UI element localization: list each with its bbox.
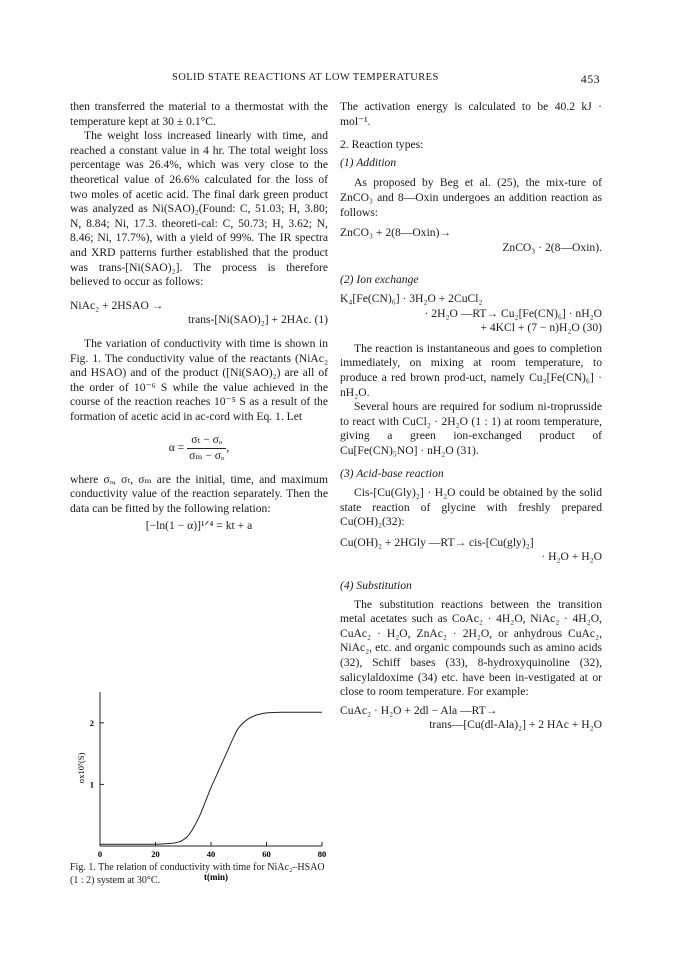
equation-line: trans—[Cu(dl-Ala)₂] + 2 HAc + H₂O	[429, 718, 602, 732]
subsection-heading: (1) Addition	[340, 155, 397, 169]
equation-line: · 2H₂O —RT→ Cu₂[Fe(CN)₆] · nH₂O	[424, 306, 602, 320]
alpha-fraction	[187, 433, 226, 463]
page-header	[104, 72, 602, 88]
equation-1-line-1: NiAc₂ + 2HSAO →	[70, 298, 164, 312]
equation-line: ZnCO₃ + 2(8—Oxin)→	[340, 226, 452, 240]
paragraph: Cis-[Cu(Gly)₂] · H₂O could be obtained by the solid state reaction of glycine with freshly prepared Cu(OH)₂(32):	[340, 486, 602, 529]
x-tick-label: 0	[97, 849, 103, 859]
equation-line: · H₂O + H₂O	[541, 550, 602, 564]
paragraph: As proposed by Beg et al. (25), the mix-ture of ZnCO₃ and 8—Oxin undergoes an addition reaction as follows:	[340, 176, 602, 219]
paragraph: where σₒ, σₜ, σₘ are the initial, time, and maximum conductivity value of the reaction separately. Then the data can be fitted by the following relation:	[70, 472, 328, 515]
conductivity-chart	[70, 676, 332, 884]
left-column	[70, 100, 328, 534]
x-axis-label: t(min)	[204, 872, 228, 882]
equation-line: CuAc₂ · H₂O + 2dl − Ala —RT→	[340, 703, 498, 717]
alpha-denominator: σₘ − σₒ	[189, 449, 225, 463]
paragraph: The activation energy is calculated to be 40.2 kJ · mol⁻¹.	[340, 100, 602, 128]
running-title: SOLID STATE REACTIONS AT LOW TEMPERATURES	[172, 72, 439, 83]
paragraph: The weight loss increased linearly with time, and reached a constant value in 4 hr. The total weight loss percentage was 26.4%, which was very close to the theoretical value of 26.6% calculated for the loss of two moles of acetic acid. The final dark green product was analyzed as Ni(SAO)₂(Found: C, 51.03; H, 3.80; N, 8.84; Ni, 17.3. theoreti-cal: C, 50.73; H, 3.62; N, 8.46; Ni, 17.7%), with a yield of 99%. The IR spectra and XRD patterns further established that the product was trans-[Ni(SAO)₂]. The process is therefore believed to occur as follows:	[70, 129, 328, 289]
paragraph: The variation of conductivity with time is shown in Fig. 1. The conductivity value of the reactants (NiAc₂ and HSAO) and of the product ([Ni(SAO)₂) are all of the order of 10⁻⁶ S while the value achieved in the course of the reaction reaches 10⁻⁵ S as a result of the formation of acetic acid in ac-cord with Eq. 1. Let	[70, 336, 328, 423]
x-tick-label: 40	[206, 849, 216, 859]
equation-line: K₄[Fe(CN)₆] · 3H₂O + 2CuCl₂	[340, 291, 483, 305]
paragraph: then transferred the material to a thermostat with the temperature kept at 30 ± 0.1°C.	[70, 100, 328, 128]
subsection-heading: (3) Acid-base reaction	[340, 467, 444, 481]
paragraph: Several hours are required for sodium ni-troprusside to react with CuCl₂ · 2H₂O (1 : 1) at room temperature, giving a green ion-exchanged product of Cu[Fe(CN)₅NO] · nH₂O (31).	[340, 400, 602, 457]
x-tick-label: 20	[151, 849, 160, 859]
y-tick-label: 1	[89, 779, 94, 790]
alpha-lhs: α =	[168, 441, 185, 455]
x-tick-label: 60	[262, 849, 271, 859]
equation-1-line-2: trans-[Ni(SAO)₂] + 2HAc. (1)	[187, 313, 328, 327]
y-axis-label: σx10⁵(S)	[76, 752, 86, 784]
paragraph: The substitution reactions between the transition metal acetates such as CoAc₂ · 4H₂O, NiAc₂ · 4H₂O, CuAc₂ · H₂O, ZnAc₂ · 2H₂O, or anhydrous CuAc₂, NiAc₂, etc. and organic compounds such as amino acids (32), Schiff bases (33), 8-hydroxyquinoline (32), salicylaldoxime (34) etc. have been in-vestigated at or close to room temperature. For example:	[340, 597, 602, 699]
subsection-heading: (2) Ion exchange	[340, 273, 419, 287]
series-line	[100, 712, 322, 844]
x-tick-label: 80	[317, 849, 327, 859]
chart-axes	[100, 692, 322, 846]
alpha-comma: ,	[226, 441, 230, 455]
equation-line: ZnCO₃ · 2(8—Oxin).	[502, 240, 602, 254]
alpha-numerator: σₜ − σₒ	[187, 433, 226, 449]
figure-caption: Fig. 1. The relation of conductivity with time for NiAc₂–HSAO (1 : 2) system at 30°C.	[70, 862, 325, 886]
y-tick-label: 2	[89, 717, 94, 728]
equation-line: + 4KCl + (7 − n)H₂O (30)	[480, 321, 602, 335]
equation-line: Cu(OH)₂ + 2HGly —RT→ cis-[Cu(gly)₂]	[340, 535, 534, 549]
alpha-definition	[70, 433, 328, 463]
page-number: 453	[580, 72, 600, 86]
subsection-heading: (4) Substitution	[340, 579, 412, 593]
equation-2: [−ln(1 − α)]¹ᐟ⁴ = kt + a	[145, 519, 253, 533]
right-column	[340, 100, 602, 733]
section-heading: 2. Reaction types:	[340, 138, 424, 152]
paragraph: The reaction is instantaneous and goes to completion immediately, on mixing at room temperature, to produce a red brown prod-uct, namely Cu₂[Fe(CN)₆] · nH₂O.	[340, 341, 602, 399]
